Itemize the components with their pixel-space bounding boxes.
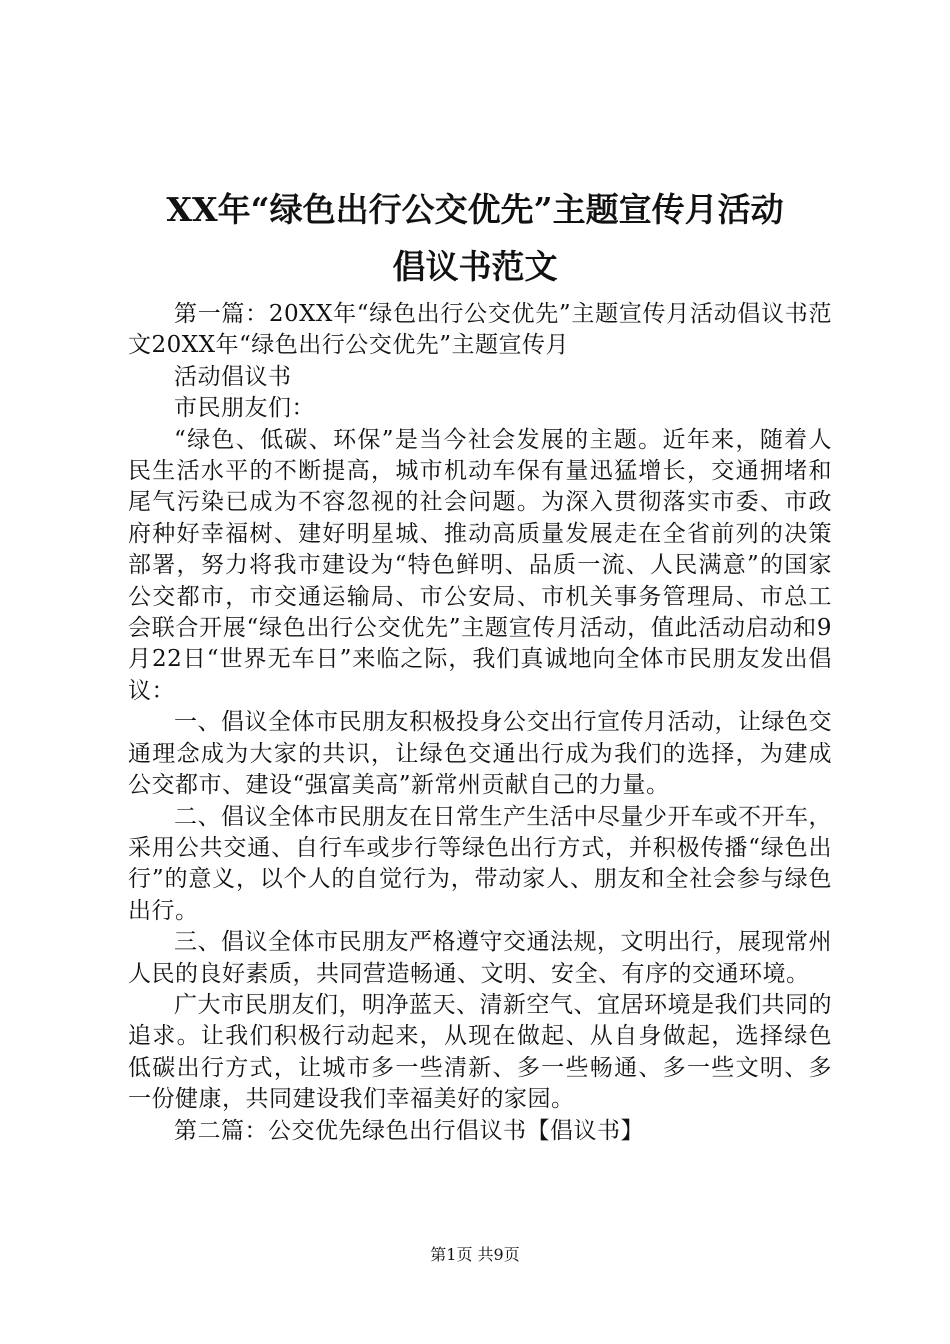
paragraph-background: “绿色、低碳、环保”是当今社会发展的主题。近年来，随着人民生活水平的不断提高，城市机动车保有量迅猛增长，交通拥堵和尾气污染已成为不容忽视的社会问题。为深入贯彻落实市委、市政府种好幸福树、建好明星城、推动高质量发展走在全省前列的决策部署，努力将我市建设为“特色鲜明、品质一流、人民满意”的国家公交都市，市交通运输局、市公安局、市机关事务管理局、市总工会联合开展“绿色出行公交优先”主题宣传月活动，值此活动启动和9月22日“世界无车日”来临之际，我们真诚地向全体市民朋友发出倡议： — [128, 426, 832, 704]
paragraph-intro: 第一篇：20XX年“绿色出行公交优先”主题宣传月活动倡议书范文20XX年“绿色出行公交优先”主题宣传月 — [128, 301, 832, 359]
paragraph-proposal-3: 三、倡议全体市民朋友严格遵守交通法规，文明出行，展现常州人民的良好素质，共同营造畅通、文明、安全、有序的交通环境。 — [128, 929, 832, 987]
document-title-line-1: XX年“绿色出行公交优先”主题宣传月活动 — [166, 190, 784, 229]
paragraph-subtitle: 活动倡议书 — [174, 363, 292, 390]
page-footer: 第1页 共9页 — [430, 1245, 520, 1264]
document-title-line-2: 倡议书范文 — [392, 247, 558, 286]
paragraph-proposal-1: 一、倡议全体市民朋友积极投身公交出行宣传月活动，让绿色交通理念成为大家的共识，让绿色交通出行成为我们的选择，为建成公交都市、建设“强富美高”新常州贡献自己的力量。 — [128, 709, 832, 799]
paragraph-second-article: 第二篇：公交优先绿色出行倡议书【倡议书】 — [174, 1117, 644, 1144]
paragraph-proposal-2: 二、倡议全体市民朋友在日常生产生活中尽量少开车或不开车，采用公共交通、自行车或步行等绿色出行方式，并积极传播“绿色出行”的意义，以个人的自觉行为，带动家人、朋友和全社会参与绿色出行。 — [128, 803, 832, 924]
paragraph-closing: 广大市民朋友们，明净蓝天、清新空气、宜居环境是我们共同的追求。让我们积极行动起来，从现在做起、从自身做起，选择绿色低碳出行方式，让城市多一些清新、多一些畅通、多一些文明、多一份健康，共同建设我们幸福美好的家园。 — [128, 991, 832, 1113]
paragraph-salutation: 市民朋友们： — [174, 395, 315, 422]
document-body — [128, 299, 832, 1147]
